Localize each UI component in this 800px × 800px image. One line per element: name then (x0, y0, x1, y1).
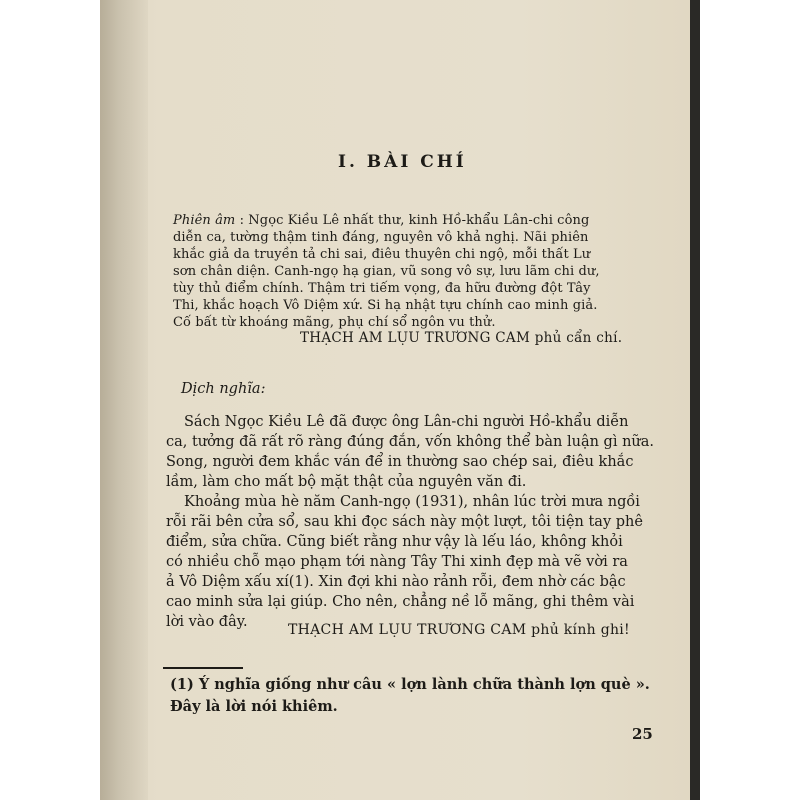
background-left (0, 0, 100, 800)
footnote-rule (163, 667, 243, 669)
background-right (700, 0, 800, 800)
dich-nghia-line-3: Song, người đem khắc ván để in thường sao chép sai, điêu khắc (166, 454, 634, 470)
phien-am-line-5: tùy thủ điểm chính. Thậm tri tiếm vọng, đa hữu đường đột Tây (173, 281, 591, 296)
dich-nghia-label: Dịch nghĩa: (181, 381, 266, 397)
signature-2: THẠCH AM LỤU TRƯƠNG CAM phủ kính ghi! (288, 622, 630, 638)
dich-nghia-line-9: ả Vô Diệm xấu xí(1). Xin đợi khi nào rảnh rỗi, đem nhờ các bậc (166, 574, 626, 590)
footnote-line-1: (1) Ý nghĩa giống như câu « lợn lành chữa thành lợn què ». (170, 676, 650, 693)
phien-am-line-7: Cố bất từ khoáng mãng, phụ chí sổ ngôn vu thử. (173, 315, 496, 330)
dich-nghia-line-10: cao minh sửa lại giúp. Cho nên, chẳng nề lỗ mãng, ghi thêm vài (166, 594, 635, 610)
phien-am-line-4: sơn chân diện. Canh-ngọ hạ gian, vũ song vô sự, lưu lãm chi dư, (173, 264, 600, 279)
phien-am-line-6: Thi, khắc hoạch Vô Diệm xứ. Si hạ nhật tựu chính cao minh giả. (173, 298, 598, 313)
page-title: I. BÀI CHÍ (338, 152, 467, 172)
dich-nghia-line-8: có nhiều chỗ mạo phạm tới nàng Tây Thi xinh đẹp mà vẽ vời ra (166, 554, 628, 570)
signature-1: THẠCH AM LỤU TRƯƠNG CAM phủ cẩn chí. (300, 330, 623, 346)
page-fold-shadow (100, 0, 148, 800)
dich-nghia-line-7: điểm, sửa chữa. Cũng biết rằng như vậy là lếu láo, không khỏi (166, 534, 623, 550)
phien-am-line-3: khắc giả da truyền tả chi sai, điêu thuyên chi ngộ, mỗi thất Lư (173, 247, 591, 262)
dich-nghia-line-1: Sách Ngọc Kiều Lê đã được ông Lân-chi người Hồ-khẩu diễn (184, 414, 629, 430)
dich-nghia-line-5: Khoảng mùa hè năm Canh-ngọ (1931), nhân lúc trời mưa ngồi (184, 494, 640, 510)
page-number: 25 (632, 725, 653, 743)
dich-nghia-line-11: lời vào đây. (166, 614, 248, 630)
phien-am-line-2: diễn ca, tường thậm tinh đáng, nguyên vô khả nghị. Nãi phiên (173, 230, 589, 245)
dich-nghia-line-6: rỗi rãi bên cửa sổ, sau khi đọc sách này một lượt, tôi tiện tay phê (166, 514, 643, 530)
phien-am-label: Phiên âm (173, 213, 236, 228)
phien-am-line-1: Phiên âm : Ngọc Kiều Lê nhất thư, kinh Hồ-khẩu Lân-chi công (173, 213, 590, 228)
dich-nghia-line-2: ca, tưởng đã rất rõ ràng đúng đắn, vốn không thể bàn luận gì nữa. (166, 434, 655, 450)
footnote-line-2: Đây là lời nói khiêm. (170, 698, 338, 715)
dich-nghia-line-4: lầm, làm cho mất bộ mặt thật của nguyên văn đi. (166, 474, 527, 490)
